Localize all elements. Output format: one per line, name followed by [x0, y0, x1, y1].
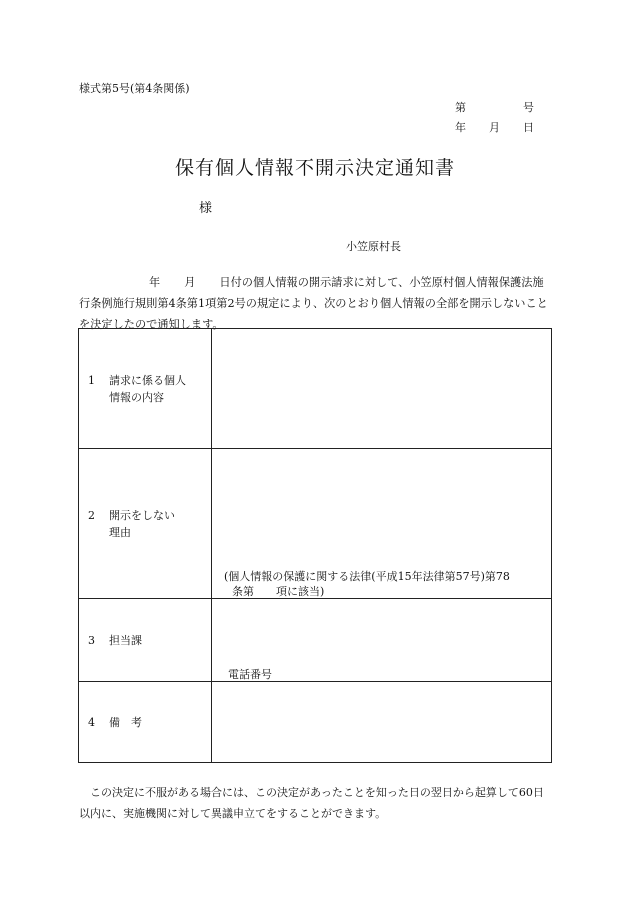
- requested-info-field[interactable]: [212, 329, 552, 449]
- issuer: 小笠原村長: [346, 240, 401, 253]
- table-row: [79, 682, 552, 763]
- department-field[interactable]: [212, 599, 552, 682]
- row-label-text: 担当課: [109, 633, 142, 647]
- doc-number-prefix: 第: [455, 101, 466, 114]
- law-reference: (個人情報の保護に関する法律(平成15年法律第57号)第78 条第 項に該当): [224, 570, 510, 598]
- date-year: 年: [455, 121, 466, 134]
- doc-number-suffix: 号: [523, 101, 534, 114]
- addressee: 様: [199, 201, 213, 216]
- row-label-text: 理由: [109, 525, 131, 539]
- date-day: 日: [523, 121, 534, 134]
- row-label: [79, 329, 212, 449]
- form-number: 様式第5号(第4条関係): [79, 82, 190, 95]
- decision-table: [78, 328, 552, 763]
- row-label-text: 開示をしない: [109, 508, 175, 522]
- row-label-text: 情報の内容: [109, 390, 164, 404]
- row-number: 4: [88, 715, 95, 729]
- phone-number-label: 電話番号: [228, 668, 272, 681]
- row-number: 3: [88, 633, 95, 647]
- row-label-text: 請求に係る個人: [109, 373, 186, 387]
- footer-note: この決定に不服がある場合には、この決定があったことを知った日の翌日から起算して60日以内に、実施機関に対して異議申立てをすることができます。: [79, 786, 544, 820]
- body-text: 日付の個人情報の開示請求に対して、小笠原村個人情報保護法施行条例施行規則第4条第1項第2号の規定により、次のとおり個人情報の全部を開示しないことを決定したので通知します。: [79, 276, 548, 331]
- row-number: 2: [88, 508, 95, 522]
- row-label: [79, 449, 212, 599]
- date-month: 月: [489, 121, 500, 134]
- row-label: [79, 599, 212, 682]
- reason-field[interactable]: [212, 449, 552, 599]
- table-row: [79, 449, 552, 599]
- row-label-text: 備 考: [109, 715, 142, 729]
- body-year: 年: [149, 276, 161, 289]
- body-paragraph: [79, 272, 554, 335]
- body-month: 月: [184, 276, 196, 289]
- table-row: [79, 329, 552, 449]
- row-number: 1: [88, 373, 95, 387]
- page-title: 保有個人情報不開示決定通知書: [174, 157, 455, 179]
- row-label: [79, 682, 212, 763]
- remarks-field[interactable]: [212, 682, 552, 763]
- table-row: [79, 599, 552, 682]
